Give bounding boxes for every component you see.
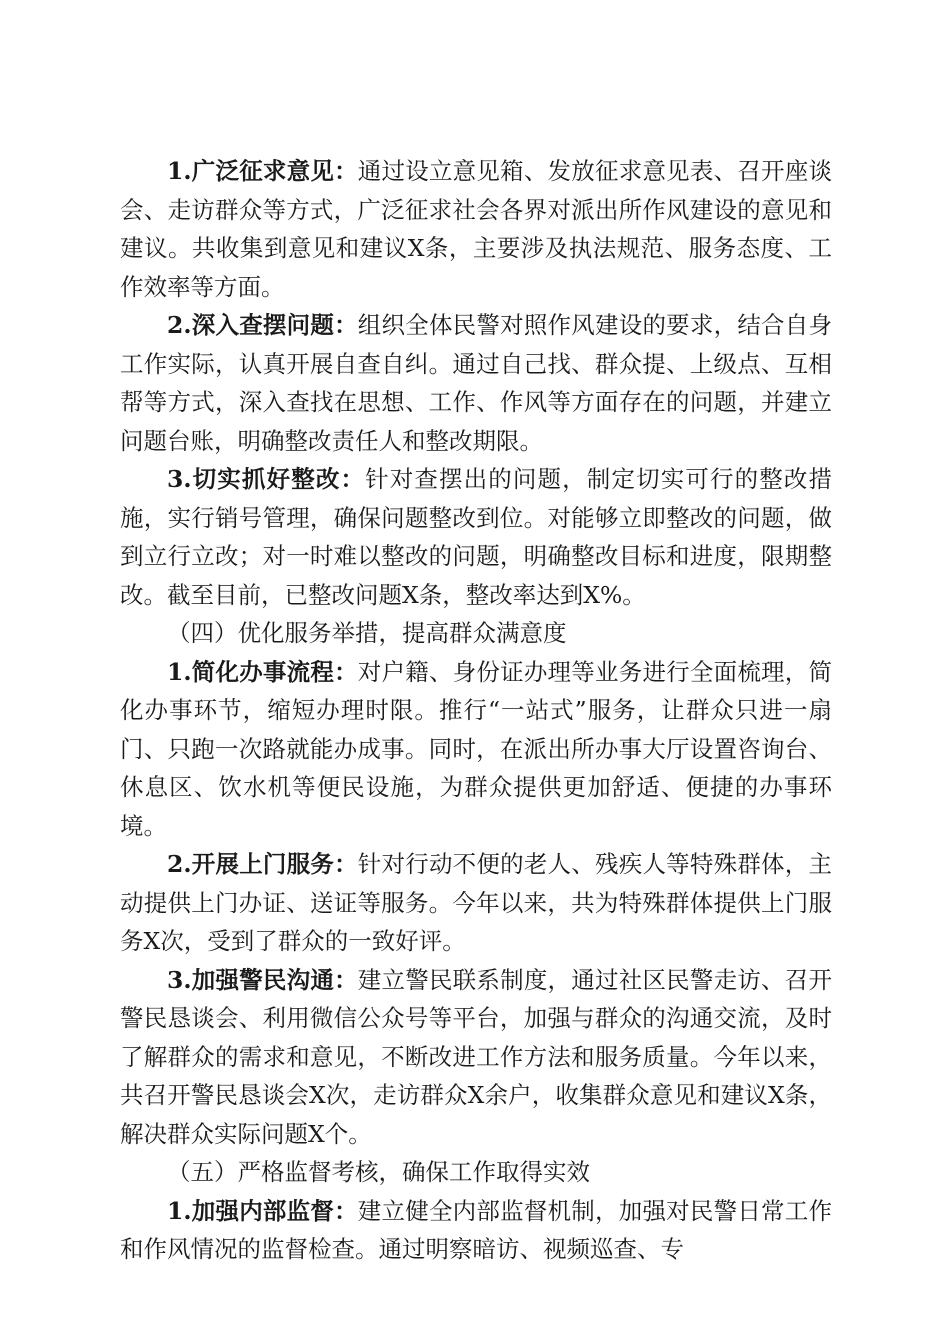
item-lead: 3.切实抓好整改： [167, 465, 366, 493]
item-lead: 2.深入查摆问题： [167, 311, 358, 339]
item-lead: 1.广泛征求意见： [167, 157, 358, 185]
paragraph-simplify-process [120, 653, 832, 846]
paragraph-police-communication [120, 961, 832, 1154]
item-text: 针对查摆出的问题，制定切实可行的整改措施，实行销号管理，确保问题整改到位。对能够立即整改的问题，做到立行立改；对一时难以整改的问题，明确整改目标和进度，限期整改。截至目前，已整改问题X条，整改率达到X%。 [120, 465, 832, 609]
section-heading-5: （五）严格监督考核，确保工作取得实效 [167, 1158, 590, 1186]
document-body [120, 152, 832, 1269]
paragraph-solicit-opinions [120, 152, 832, 306]
paragraph-internal-supervision [120, 1192, 832, 1269]
paragraph-door-service [120, 845, 832, 961]
item-lead: 2.开展上门服务： [167, 850, 358, 878]
item-text: 建立健全内部监督机制，加强对民警日常工作和作风情况的监督检查。通过明察暗访、视频巡查、专 [120, 1196, 832, 1263]
item-text: 通过设立意见箱、发放征求意见表、召开座谈会、走访群众等方式，广泛征求社会各界对派出所作风建设的意见和建议。共收集到意见和建议X条，主要涉及执法规范、服务态度、工作效率等方面。 [120, 157, 832, 301]
item-text: 针对行动不便的老人、残疾人等特殊群体，主动提供上门办证、送证等服务。今年以来，共为特殊群体提供上门服务X次，受到了群众的一致好评。 [120, 850, 832, 955]
item-text: 建立警民联系制度，通过社区民警走访、召开警民恳谈会、利用微信公众号等平台，加强与群众的沟通交流，及时了解群众的需求和意见，不断改进工作方法和服务质量。今年以来，共召开警民恳谈会X次，走访群众X余户，收集群众意见和建议X条，解决群众实际问题X个。 [120, 965, 832, 1148]
paragraph-identify-problems [120, 306, 832, 460]
item-lead: 1.简化办事流程： [167, 657, 358, 686]
item-lead: 1.加强内部监督： [167, 1196, 358, 1225]
item-text: 组织全体民警对照作风建设的要求，结合自身工作实际，认真开展自查自纠。通过自己找、群众提、上级点、互相帮等方式，深入查找在思想、工作、作风等方面存在的问题，并建立问题台账，明确整改责任人和整改期限。 [120, 311, 832, 455]
item-text: 对户籍、身份证办理等业务进行全面梳理，简化办事环节，缩短办理时限。推行“一站式”服务，让群众只进一扇门、只跑一次路就能办成事。同时，在派出所办事大厅设置咨询台、休息区、饮水机等便民设施，为群众提供更加舒适、便捷的办事环境。 [120, 657, 832, 840]
section-heading-4: （四）优化服务举措，提高群众满意度 [167, 619, 567, 647]
item-lead: 3.加强警民沟通： [167, 965, 358, 994]
paragraph-rectification [120, 460, 832, 614]
